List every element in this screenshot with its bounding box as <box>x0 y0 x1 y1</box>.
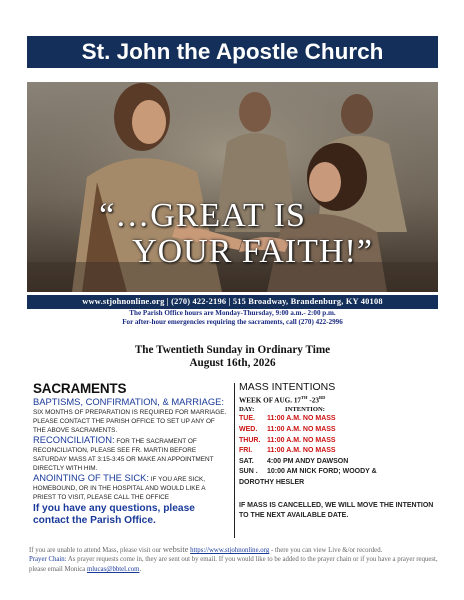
anointing-block <box>33 473 229 502</box>
mass-row-day: TUE. <box>239 415 255 423</box>
prayer-chain-end: . <box>139 565 142 573</box>
anointing-heading: ANOINTING OF THE SICK: <box>33 471 149 483</box>
sacraments-heading: SACRAMENTS <box>33 381 127 396</box>
reconciliation-text: FOR THE SACRAMENT OF RECONCILIATION, PLEASE SEE FR. MARTIN BEFORE SATURDAY MASS AT 3:15-3:45 OR MAKE AN APPOINTMENT DIRECTLY WITH HIM. <box>33 437 214 472</box>
church-title: St. John the Apostle Church <box>27 36 438 68</box>
mass-row-day: FRI. <box>239 447 253 455</box>
mass-row <box>239 457 444 468</box>
office-info <box>27 309 438 328</box>
mass-row-text: 11:00 A.M. NO MASS <box>267 447 336 455</box>
mass-row-continued: DOROTHY HESLER <box>239 478 305 486</box>
sunday-date: August 16th, 2026 <box>189 357 276 369</box>
contact-bar: www.stjohnonline.org | (270) 422-2196 | 515 Broadway, Brandenburg, KY 40108 <box>27 295 438 309</box>
footer-prayer-chain <box>29 555 444 574</box>
column-divider <box>234 383 235 538</box>
hero-quote-line2: YOUR FAITH!” <box>132 233 373 270</box>
col-intention: INTENTION: <box>285 406 325 414</box>
website-link[interactable]: https://www.stjohnonline.org <box>190 547 270 554</box>
week-range <box>239 393 444 405</box>
week-start: WEEK OF AUG. 17 <box>239 396 302 405</box>
hero-quote-line1: “…GREAT IS <box>99 197 306 234</box>
footer <box>29 545 444 574</box>
mass-row-text: 11:00 A.M. NO MASS <box>267 415 336 423</box>
footer-livestream <box>29 545 444 555</box>
mass-row-day: WED. <box>239 425 258 433</box>
cancel-note: IF MASS IS CANCELLED, WE WILL MOVE THE INTENTION TO THE NEXT AVAILABLE DATE. <box>239 501 434 520</box>
mass-row <box>239 414 444 425</box>
mass-row-day: THUR. <box>239 436 261 444</box>
footer-livestream-a: If you are unable to attend Mass, please visit our <box>29 547 163 554</box>
mass-row <box>239 436 444 447</box>
mass-row-day: SAT. <box>239 457 254 465</box>
sunday-title: The Twentieth Sunday in Ordinary Time <box>134 344 331 356</box>
emergency-contact: For after-hour emergencies requiring the sacraments, call (270) 422-2996 <box>122 318 343 327</box>
mass-row-day: SUN . <box>239 468 258 476</box>
sacraments-section <box>33 381 229 527</box>
week-start-suffix: TH <box>301 395 308 400</box>
prayer-chain-label: Prayer Chain: <box>29 556 67 564</box>
col-day: DAY: <box>239 406 255 414</box>
mass-intentions-section <box>239 381 444 522</box>
week-end: -23 <box>307 396 319 405</box>
footer-livestream-c: - there you can view Live &/or recorded. <box>269 547 383 554</box>
reconciliation-heading: RECONCILIATION: <box>33 433 115 445</box>
prayer-chain-text: As prayer requests come in, they are sent out by email. If you would like to be added to the prayer chain or if you have a prayer request, please email Monica <box>29 556 438 573</box>
baptism-heading: BAPTISMS, CONFIRMATION, & MARRIAGE: <box>33 396 224 407</box>
reconciliation-block <box>33 435 229 473</box>
mass-row-text: 4:00 PM ANDY DAWSON <box>267 457 349 465</box>
mass-table-header <box>239 405 444 414</box>
baptism-text: SIX MONTHS OF PREPARATION IS REQUIRED FOR MARRIAGE. PLEASE CONTACT THE PARISH OFFICE TO SET UP ANY OF THE ABOVE SACRAMENTS. <box>33 408 227 434</box>
sunday-heading <box>27 344 438 370</box>
hero-quote <box>27 198 438 270</box>
footer-website-word: website <box>162 545 189 554</box>
mass-row <box>239 467 444 478</box>
office-hours: The Parish Office hours are Monday-Thursday, 9:00 a.m.- 2:00 p.m. <box>129 309 336 317</box>
mass-row-text: 11:00 A.M. NO MASS <box>267 436 336 444</box>
mass-row-text: 10:00 AM NICK FORD; WOODY & <box>267 468 377 476</box>
mass-row <box>239 425 444 436</box>
mass-heading: MASS INTENTIONS <box>239 381 336 393</box>
mass-row <box>239 446 444 457</box>
questions-note: If you have any questions, please contact the Parish Office. <box>33 502 195 526</box>
week-end-suffix: RD <box>318 395 326 400</box>
mass-row-text: 11:00 A.M. NO MASS <box>267 425 336 433</box>
email-link[interactable]: mlucas@bbtel.com <box>86 565 140 573</box>
anointing-text: IF YOU ARE SICK, HOMEBOUND, OR IN THE HOSPITAL AND WOULD LIKE A PRIEST TO VISIT, PLEASE CALL THE OFFICE <box>33 475 206 501</box>
